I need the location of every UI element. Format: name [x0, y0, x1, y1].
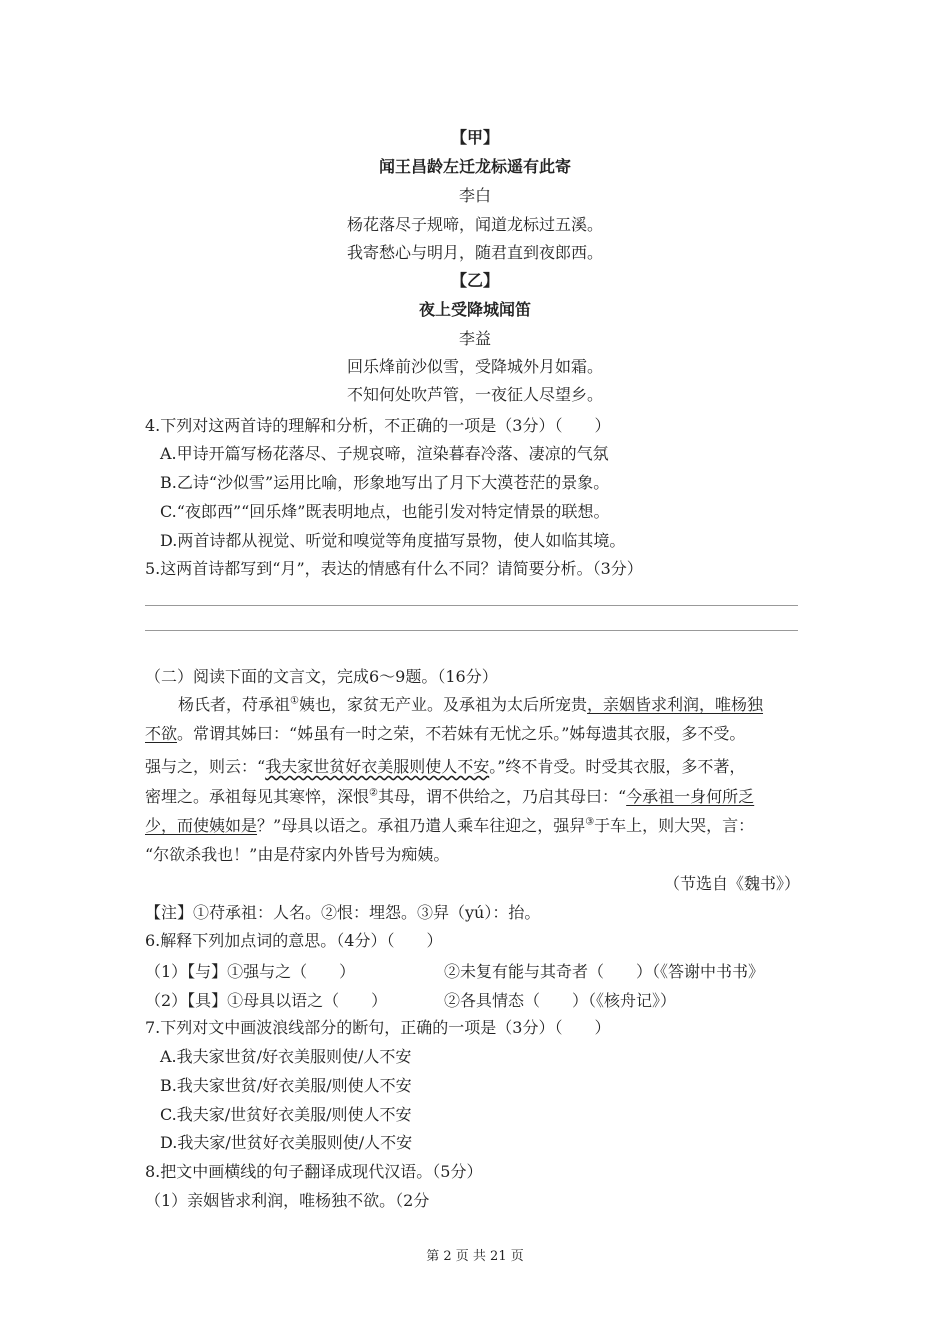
question-7-stem: 7.下列对文中画波浪线部分的断句，正确的一项是（3分）（ ） — [145, 1018, 611, 1037]
wavy-underlined-sentence: 我夫家世贫好衣美服则使人不安 — [265, 757, 490, 776]
poem-b-label: 【乙】 — [450, 271, 499, 290]
poem-b-title: 夜上受降城闻笛 — [418, 300, 531, 319]
footnote-marker: ① — [290, 695, 299, 707]
footnote-marker: ② — [369, 787, 378, 799]
poem-b-line: 回乐烽前沙似雪，受降城外月如霜。 — [346, 357, 603, 376]
passage-line: 杨氏者，苻承祖①姨也，家贫无产业。及承祖为太后所宠贵，亲姻皆求利润，唯杨独 — [178, 695, 764, 714]
answer-line — [145, 605, 798, 606]
underlined-sentence: 今承祖一身何所乏 — [626, 787, 755, 806]
question-6-item: ②未复有能与其奇者（ ）（《答谢中书书》 — [444, 962, 765, 981]
passage-line: 少，而使姨如是？”母具以语之。承祖乃遣人乘车往迎之，强舁③于车上，则大哭，言： — [145, 816, 755, 835]
poem-a-author: 李白 — [458, 186, 491, 205]
poem-b-author: 李益 — [458, 329, 491, 348]
passage-line: 强与之，则云：“我夫家世贫好衣美服则使人不安。”终不肯受。时受其衣服，多不著， — [145, 757, 746, 776]
underlined-sentence: 少，而使姨如是 — [145, 816, 258, 835]
question-7-option-a: A.我夫家世贫/好衣美服则使/人不安 — [160, 1047, 412, 1066]
passage-line: 密埋之。承祖每见其寒悴，深恨②其母，谓不供给之，乃启其母曰：“今承祖一身何所乏 — [145, 787, 755, 806]
question-4-option-c: C.“夜郎西”“回乐烽”既表明地点，也能引发对特定情景的联想。 — [160, 502, 610, 521]
question-4-option-d: D.两首诗都从视觉、听觉和嗅觉等角度描写景物，使人如临其境。 — [160, 531, 626, 550]
question-7-option-d: D.我夫家/世贫好衣美服则使/人不安 — [160, 1133, 413, 1152]
question-4-option-a: A.甲诗开篇写杨花落尽、子规哀啼，渲染暮春冷落、凄凉的气氛 — [160, 444, 609, 463]
passage-line: 不欲。常谓其姊曰：“姊虽有一时之荣，不若妹有无忧之乐。”姊每遗其衣服，多不受。 — [145, 724, 746, 743]
question-4-stem: 4.下列对这两首诗的理解和分析，不正确的一项是（3分）（ ） — [145, 416, 611, 435]
underlined-sentence: 不欲 — [145, 724, 178, 743]
section-2-heading: （二）阅读下面的文言文，完成6～9题。（16分） — [145, 667, 498, 686]
question-7-option-b: B.我夫家世贫/好衣美服/则使人不安 — [160, 1076, 412, 1095]
poem-a-line: 我寄愁心与明月，随君直到夜郎西。 — [346, 243, 603, 262]
underlined-sentence: ，亲姻皆求利润，唯杨独 — [587, 695, 764, 714]
question-6-item: ②各具情态（ ）（《核舟记》） — [444, 991, 677, 1010]
passage-source: （节选自《魏书》） — [663, 874, 800, 893]
poem-a-title: 闻王昌龄左迁龙标遥有此寄 — [378, 157, 571, 176]
question-8-sub-1: （1）亲姻皆求利润，唯杨独不欲。（2分 — [145, 1191, 430, 1210]
question-6-stem: 6.解释下列加点词的意思。（4分）（ ） — [145, 931, 443, 950]
question-4-option-b: B.乙诗“沙似雪”运用比喻，形象地写出了月下大漠苍茫的景象。 — [160, 473, 610, 492]
question-8-stem: 8.把文中画横线的句子翻译成现代汉语。（5分） — [145, 1162, 483, 1181]
question-5-stem: 5.这两首诗都写到“月”，表达的情感有什么不同？请简要分析。（3分） — [145, 559, 643, 578]
page-footer: 第 2 页 共 21 页 — [426, 1249, 524, 1264]
answer-line — [145, 630, 798, 631]
poem-b-line: 不知何处吹芦管，一夜征人尽望乡。 — [346, 385, 603, 404]
passage-line: “尔欲杀我也！”由是苻家内外皆号为痴姨。 — [145, 845, 450, 864]
poem-a-label: 【甲】 — [450, 128, 499, 147]
footnote-marker: ③ — [585, 816, 595, 828]
question-7-option-c: C.我夫家/世贫好衣美服/则使人不安 — [160, 1105, 412, 1124]
question-6-item: （2）【具】①母具以语之（ ） — [145, 991, 388, 1010]
passage-note: 【注】①苻承祖：人名。②恨：埋怨。③舁（yú）：抬。 — [145, 903, 541, 922]
poem-a-line: 杨花落尽子规啼，闻道龙标过五溪。 — [346, 215, 603, 234]
question-6-item: （1）【与】①强与之（ ） — [145, 962, 356, 981]
